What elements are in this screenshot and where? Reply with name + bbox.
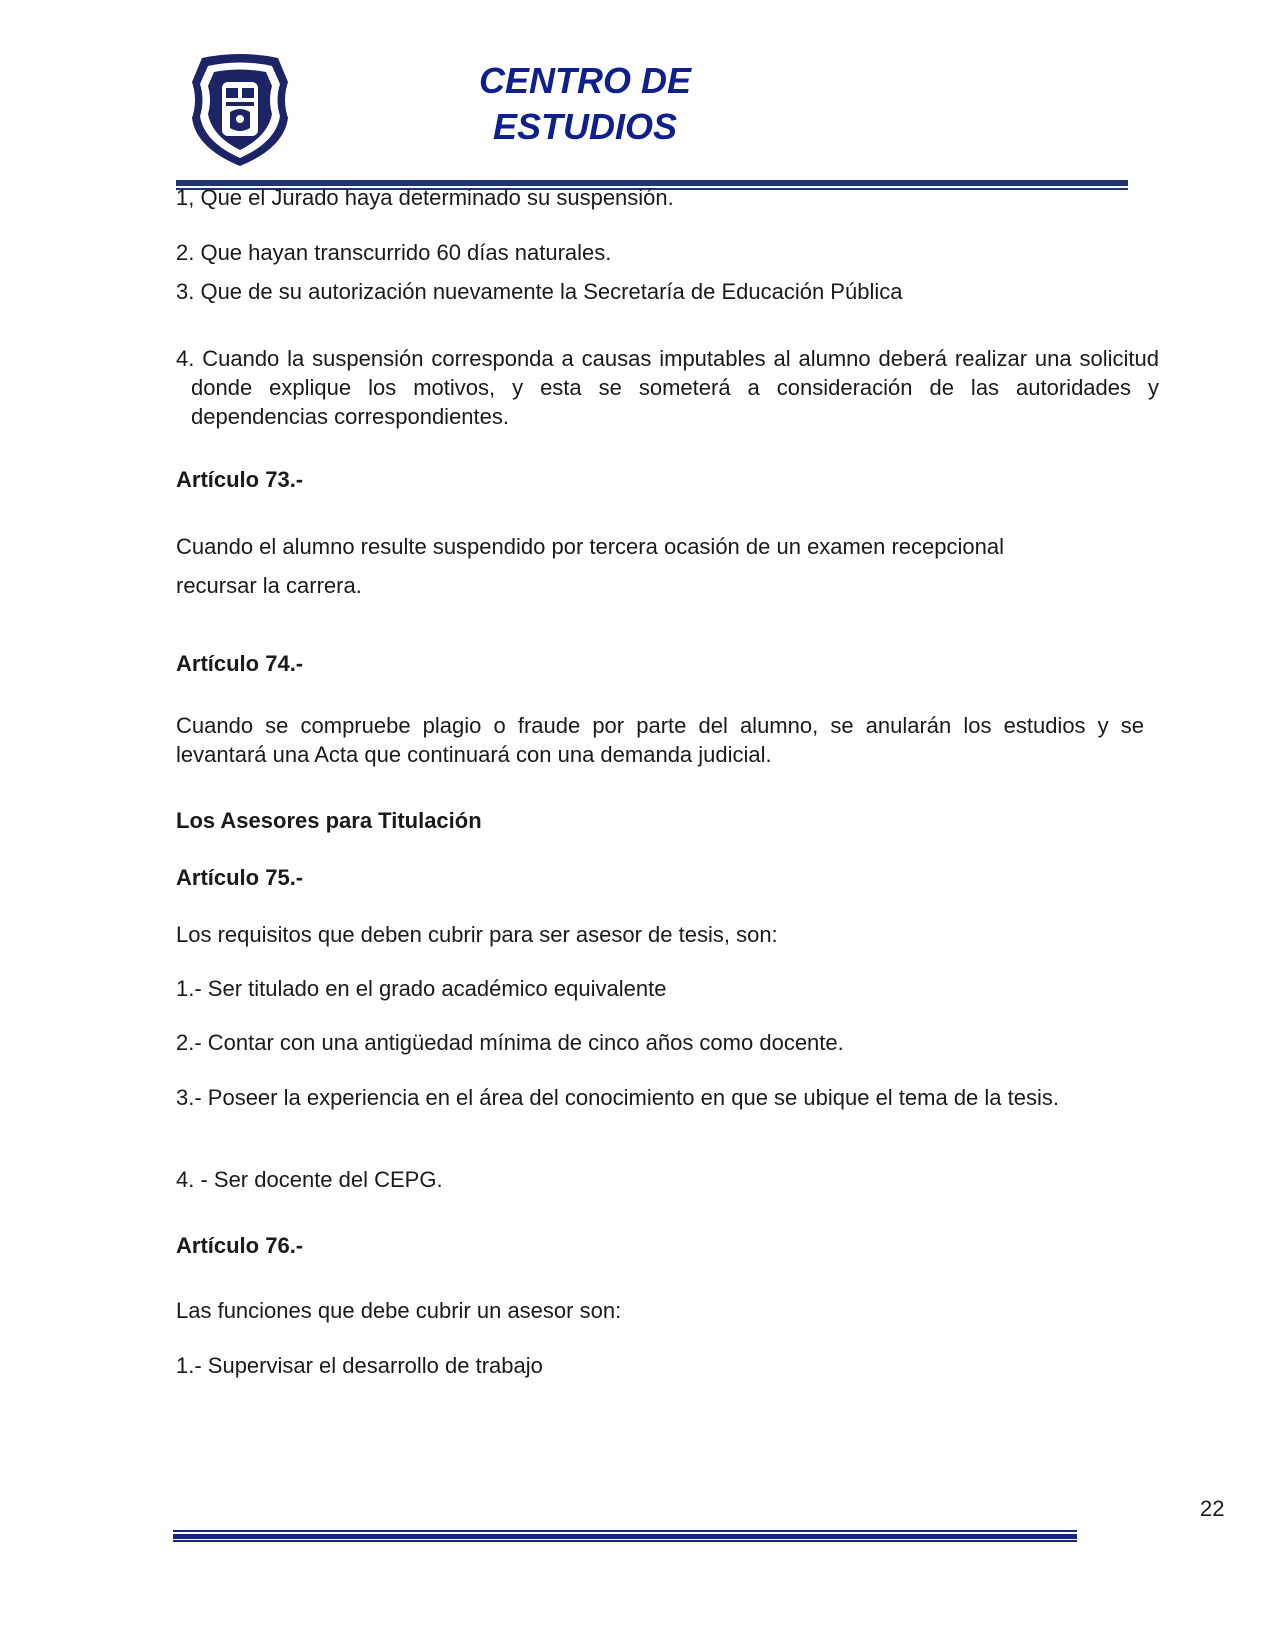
footer-divider xyxy=(173,1530,1077,1542)
seal-icon xyxy=(188,52,292,168)
requirement-item-3: 3.- Poseer la experiencia en el área del conocimiento en que se ubique el tema de la tesis. xyxy=(176,1085,1059,1110)
article-75-heading: Artículo 75.- xyxy=(176,865,304,890)
requirement-item-2: 2.- Contar con una antigüedad mínima de cinco años como docente. xyxy=(176,1030,844,1055)
article-76-heading: Artículo 76.- xyxy=(176,1233,304,1258)
requirement-item-4: 4. - Ser docente del CEPG. xyxy=(176,1167,443,1192)
article-76-intro: Las funciones que debe cubrir un asesor son: xyxy=(176,1298,622,1323)
institution-seal-logo xyxy=(188,52,292,168)
page-number: 22 xyxy=(1200,1496,1225,1521)
condition-item-4: 4. Cuando la suspensión corresponda a causas imputables al alumno deberá realizar una solicitud donde explique los motivos, y esta se someterá a consideración de las autoridades y dependencias correspondientes. xyxy=(176,346,1159,429)
article-74-heading: Artículo 74.- xyxy=(176,651,304,676)
condition-item-3: 3. Que de su autorización nuevamente la Secretaría de Educación Pública xyxy=(176,279,903,304)
article-73-text-line-2: recursar la carrera. xyxy=(176,573,362,598)
condition-item-1: 1, Que el Jurado haya determinado su suspensión. xyxy=(176,185,674,210)
section-heading-advisors: Los Asesores para Titulación xyxy=(176,808,482,833)
condition-item-2: 2. Que hayan transcurrido 60 días naturales. xyxy=(176,240,612,265)
institution-name-header: CENTRO DE ESTUDIOS xyxy=(478,60,691,147)
article-75-intro: Los requisitos que deben cubrir para ser asesor de tesis, son: xyxy=(176,922,778,947)
article-73-text-line-1: Cuando el alumno resulte suspendido por tercera ocasión de un examen recepcional xyxy=(176,534,1004,559)
article-73-heading: Artículo 73.- xyxy=(176,467,304,492)
function-item-1: 1.- Supervisar el desarrollo de trabajo xyxy=(176,1353,543,1378)
requirement-item-1: 1.- Ser titulado en el grado académico equivalente xyxy=(176,976,667,1001)
article-74-text: Cuando se compruebe plagio o fraude por parte del alumno, se anularán los estudios y se levantará una Acta que continuará con una demanda judicial. xyxy=(176,713,1144,767)
